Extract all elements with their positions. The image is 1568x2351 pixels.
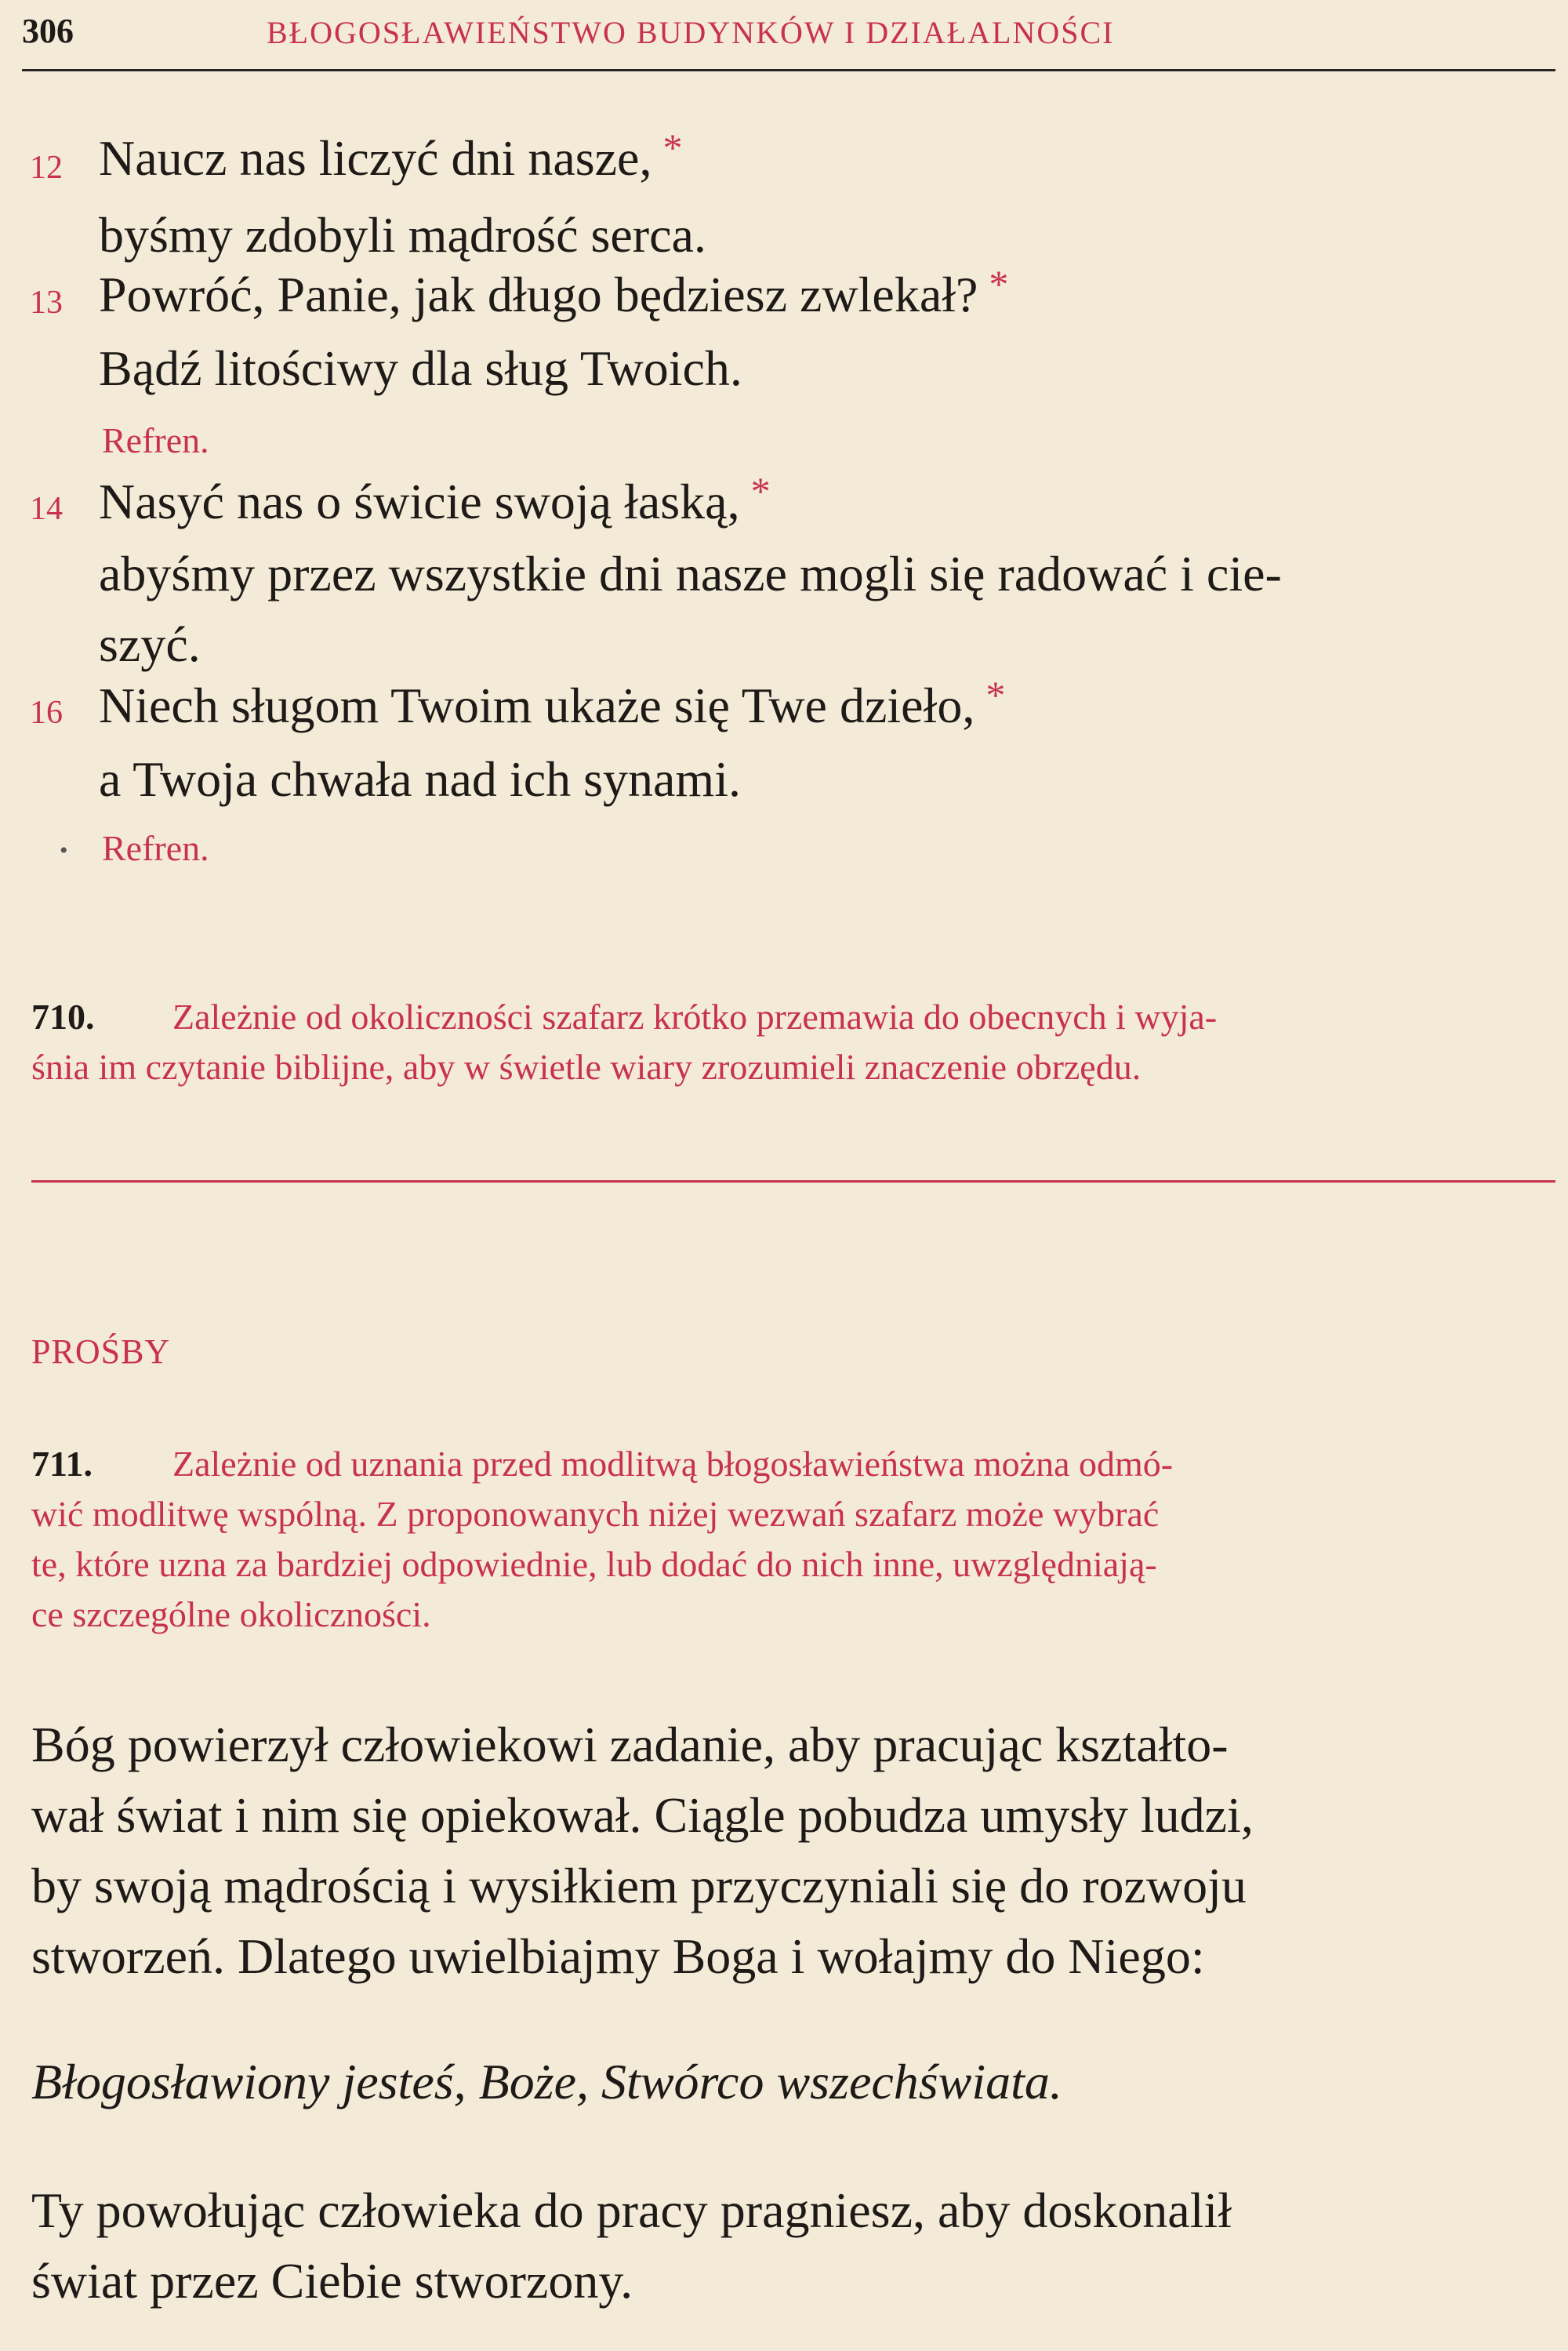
- rubric-711: 711. Zależnie od uznania przed modlitwą błogosławieństwa można odmó- wić modlitwę wspólną. Z proponowanych niżej wezwań szafarz może wybrać te, które uzna za bardziej odpowiednie, lub dodać do nich inne, uwzględniają- ce szczególne okoliczności.: [31, 1439, 1551, 1640]
- refrain-label: Refren.: [102, 420, 209, 460]
- verse-line: abyśmy przez wszystkie dni nasze mogli się radować i cie-: [99, 546, 1282, 601]
- asterisk-mark: *: [989, 262, 1009, 306]
- verse-line: byśmy zdobyli mądrość serca.: [99, 207, 706, 263]
- running-title: BŁOGOSŁAWIEŃSTWO BUDYNKÓW I DZIAŁALNOŚCI: [267, 15, 1115, 50]
- page-number: 306: [22, 12, 74, 50]
- petition-line: świat przez Ciebie stworzony.: [31, 2253, 633, 2309]
- verse-line: Niech sługom Twoim ukaże się Twe dzieło, *: [99, 673, 1006, 733]
- verse-number: 14: [30, 491, 63, 527]
- header-rule: [22, 69, 1555, 71]
- asterisk-mark: *: [985, 673, 1006, 717]
- intro-line: by swoją mądrością i wysiłkiem przyczyniali się do rozwoju: [31, 1858, 1247, 1913]
- refrain-label: Refren.: [102, 828, 209, 868]
- rubric-number: 710.: [31, 997, 95, 1037]
- asterisk-mark: *: [750, 469, 771, 513]
- verse-line: Naucz nas liczyć dni nasze, *: [99, 125, 683, 186]
- section-divider: [31, 1180, 1555, 1183]
- verse-line: Nasyć nas o świcie swoją łaską, *: [99, 469, 771, 529]
- verse-number: 12: [30, 150, 63, 186]
- petition-line: Ty powołując człowieka do pracy pragniesz, aby doskonalił: [31, 2182, 1232, 2238]
- intro-line: wał świat i nim się opiekował. Ciągle pobudza umysły ludzi,: [31, 1787, 1254, 1843]
- intro-line: Bóg powierzył człowiekowi zadanie, aby pracując kształto-: [31, 1717, 1229, 1772]
- section-title: PROŚBY: [31, 1332, 171, 1371]
- verse-number: 16: [30, 695, 63, 731]
- asterisk-mark: *: [662, 125, 683, 169]
- verse-line: Bądź litościwy dla sług Twoich.: [99, 340, 742, 396]
- verse-line: Powróć, Panie, jak długo będziesz zwlekał? *: [99, 262, 1009, 322]
- intro-line: stworzeń. Dlatego uwielbiajmy Boga i wołajmy do Niego:: [31, 1928, 1205, 1984]
- verse-line: szyć.: [99, 616, 201, 672]
- verse-line: a Twoja chwała nad ich synami.: [99, 751, 741, 807]
- verse-number: 13: [30, 285, 63, 321]
- rubric-710: 710. Zależnie od okoliczności szafarz krótko przemawia do obecnych i wyja- śnia im czytanie biblijne, aby w świetle wiary zrozumieli znaczenie obrzędu.: [31, 992, 1551, 1092]
- rubric-number: 711.: [31, 1444, 93, 1484]
- margin-dot: •: [60, 838, 68, 863]
- response-line: Błogosławiony jesteś, Boże, Stwórco wszechświata.: [31, 2054, 1062, 2109]
